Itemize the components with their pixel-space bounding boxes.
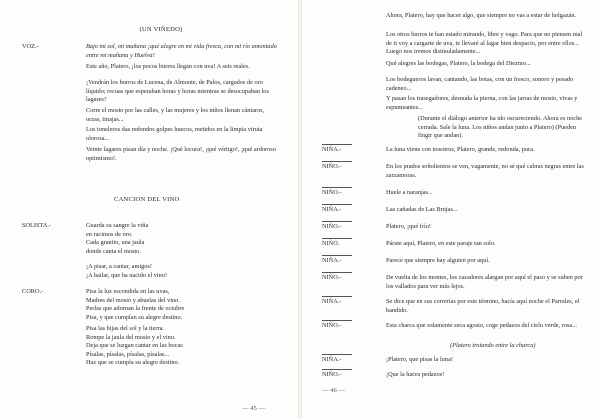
- right-page: [300, 0, 600, 419]
- dialogue-line: Se dice que en sus correrías por este término, hacía aquí noche el Parrales, el bandido.: [386, 298, 580, 314]
- stage-direction: (Platero trotando entre la charca): [450, 342, 536, 349]
- speaker: NIÑO.: [322, 240, 340, 247]
- paragraph: Los bodegueros lavan, cantando, las botas, con un fresco, sonoro y pesado cadeneo...: [386, 76, 574, 92]
- dialogue-line: ¡Que la haces pedazos!: [386, 371, 445, 378]
- separator-line: [322, 161, 352, 162]
- speaker: NIÑO.-: [322, 322, 342, 329]
- speaker: NIÑO.-: [322, 163, 342, 170]
- separator-line: [322, 369, 352, 370]
- speaker-coro: CORO.-: [22, 288, 44, 295]
- song-title: CANCION DEL VINO: [114, 196, 180, 203]
- paragraph: Los toneleros das redondos golpes huecos, metidos en la limpia viruta olorosa...: [86, 126, 263, 142]
- scene-heading: (UN VIÑEDO): [139, 26, 183, 33]
- speaker: NIÑA.-: [322, 257, 342, 264]
- paragraph: Veinte lagares pisan día y noche. ¡Qué locura!, ¡qué vértigo!, ¡qué ardoroso optimismo!.: [86, 146, 276, 162]
- speaker: NIÑO.-: [322, 223, 342, 230]
- paragraph: Este año, Platero, ¡los pocos burros llegan con uva! A seis reales.: [86, 63, 250, 70]
- separator-line: [322, 255, 352, 256]
- speaker-solista: SOLISTA.-: [22, 222, 52, 229]
- speaker: NIÑO.-: [322, 189, 342, 196]
- dialogue-line: Huele a naranjas...: [386, 189, 433, 196]
- dialogue-line: Parece que siempre hay alguien por aquí.: [386, 257, 490, 264]
- dialogue-line: Esta charca que solamente seca agosto, coge pedazos del cielo verde, rosa...: [386, 322, 577, 329]
- separator-line: [322, 238, 352, 239]
- stage-direction: (Durante el diálogo anterior ha ido oscureciendo. Ahora es noche cerrada. Sale la luna. Los niños andan junto a Platero) (Pueden fingir que andan).: [418, 115, 583, 140]
- separator-line: [322, 272, 352, 273]
- paragraph: Los otros burros te han estado mirando, libre y vago. Para que no piensen mal de ti voy a cargarte de uva, te llevaré al lagar bien despacio, por entre ellos... Luego nos iremos disimuladamente...: [386, 31, 583, 56]
- speaker: NIÑA.-: [322, 356, 342, 363]
- verse: Pisa las hijas del sol y la tierra. Rompe la jaula del mosto y el vino. Deja que se luzgan cantar en las bocas Písalas, písalas, písalas, písalas... Haz que se cumpla su alegre destino.: [86, 325, 183, 367]
- paragraph: Corre el mosto por las calles, y las mujeres y los niños llenan cántaros, orzas, tinajas...: [86, 107, 265, 123]
- dialogue-line: En los prados soñolientos se ven, vagamente, no sé qué cabras negras entre las zarzamoras.: [386, 163, 584, 179]
- separator-line: [322, 221, 352, 222]
- separator-line: [322, 320, 352, 321]
- separator-line: [322, 187, 352, 188]
- dialogue-line: Las cañadas de Las Brujas...: [386, 206, 458, 213]
- paragraph: Qué alegres las bodegas, Platero, la bodega del Diezmo...: [386, 60, 531, 67]
- speaker: NIÑO.-: [322, 274, 342, 281]
- separator-line: [322, 354, 352, 355]
- page-number: — 46 —: [322, 387, 346, 394]
- dialogue-line: ¡Platero, que pisas la luna!: [386, 356, 453, 363]
- page-number: — 45 —: [242, 405, 266, 412]
- verse: ¡A pisar, a cantar, amigos! ¡A bailar, que ha nacido el vino!: [86, 263, 168, 279]
- dialogue-line: La luna viene con nosotros, Platero, grande, redonda, pura.: [386, 146, 535, 153]
- paragraph: Y pasan los trasegadores, desnuda la pierna, con las jarras de mosto, vivas y espumeantes...: [386, 95, 578, 111]
- verse: Guarda su sangre la viña en racimos de oro. Cada granito, una jaula donde canta el mosto.: [86, 222, 149, 255]
- separator-line: [322, 296, 352, 297]
- speaker: NIÑA.-: [322, 206, 342, 213]
- separator-line: [322, 144, 352, 145]
- dialogue-line: Platero, ¡qué frío!: [386, 223, 431, 230]
- voz-line: Bajo mi sol, mi mañana ¡qué alegre en mi vida fresca, con mi río amontado entre mi mañana y Huelva!: [86, 43, 277, 59]
- dialogue-line: De vuelta de los montes, los cazadores alargan por aquí el paso y se suben por los vallados para ver más lejos.: [386, 274, 583, 290]
- speaker: NIÑO.-: [322, 371, 342, 378]
- speaker: NIÑA.-: [322, 298, 342, 305]
- paragraph: ¡Vendrán los burros de Lucena, de Almonte, de Palos, cargados de oro líquido; recuas que esperaban horas y horas mientras se desocupaban los lagares?: [86, 79, 269, 104]
- separator-line: [322, 204, 352, 205]
- paragraph: Ahora, Platero, hay que hacer algo, que siempre no vas a estar de holgazán.: [386, 12, 577, 19]
- speaker-voz: VOZ.-: [22, 43, 39, 50]
- speaker: NIÑA.-: [322, 146, 342, 153]
- verse: Pisa la luz escondida en las uvas, Madres del mosto y abuelas del vino. Perlas que adornan la frente de octubre Pisa, y que cumplan su alegre destino.: [86, 288, 185, 321]
- dialogue-line: Párate aquí, Platero, en este paraje tan solo.: [386, 240, 496, 247]
